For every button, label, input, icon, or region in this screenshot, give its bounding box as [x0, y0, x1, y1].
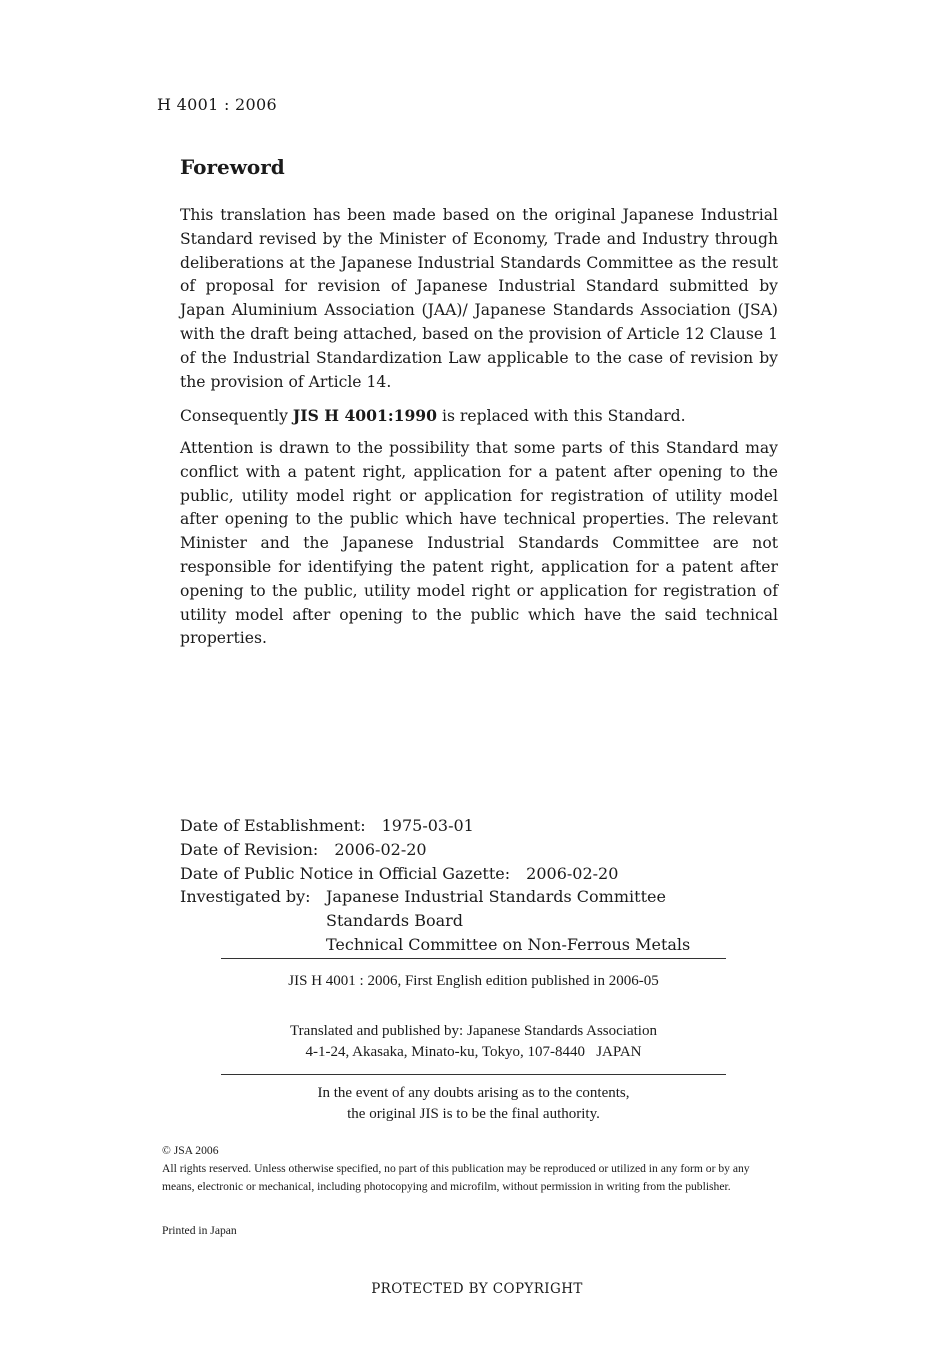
foreword-paragraph-1: This translation has been made based on the original Japanese Industrial Standard revised by the Minister of Economy, Trade and Industry through deliberations at the Japanese Industrial Standards Committee as the result of proposal for revision of Japanese Industrial Standard submitted by Japan Aluminium Association (JAA)/ Japanese Standards Association (JSA) with the draft being attached, based on the provision of Article 12 Clause 1 of the Industrial Standardization Law applicable to the case of revision by the provision of Article 14. [180, 206, 778, 391]
revision-value: 2006-02-20 [334, 839, 427, 859]
edition-line: JIS H 4001 : 2006, First English edition published in 2006-05 [288, 973, 659, 989]
investigated-body: Standards Board [326, 911, 464, 931]
replaced-standard-reference: JIS H 4001:1990 [292, 406, 438, 425]
authority-notice [221, 1083, 726, 1125]
establishment-value: 1975-03-01 [381, 816, 474, 835]
investigated-body: Technical Committee on Non-Ferrous Metals [326, 934, 691, 954]
investigated-row [180, 885, 690, 956]
publisher-block [221, 1021, 726, 1063]
establishment-row [180, 814, 690, 838]
revision-label: Date of Revision: [180, 839, 319, 859]
protected-footer: PROTECTED BY COPYRIGHT [371, 1281, 583, 1297]
standard-number-header: H 4001 : 2006 [157, 95, 277, 114]
gazette-value: 2006-02-20 [526, 863, 619, 883]
establishment-label: Date of Establishment: [180, 816, 366, 835]
authority-notice-line-2: the original JIS is to be the final authority. [347, 1106, 600, 1122]
investigated-label: Investigated by: [180, 887, 311, 907]
authority-notice-line-1: In the event of any doubts arising as to the contents, [317, 1085, 630, 1101]
dates-block [180, 814, 690, 957]
gazette-row [180, 862, 690, 886]
divider [221, 1074, 726, 1075]
divider [221, 958, 726, 959]
gazette-label: Date of Public Notice in Official Gazette: [180, 863, 511, 883]
paragraph-2-prefix: Consequently [180, 407, 293, 425]
investigated-bodies [326, 885, 690, 956]
translated-by-line: Translated and published by: Japanese Standards Association [290, 1023, 657, 1039]
foreword-paragraph-3: Attention is drawn to the possibility that some parts of this Standard may conflict with a patent right, application for a patent after opening to the public, utility model right or application for registration of utility model after opening to the public which have technical properties. The relevant Minister and the Japanese Industrial Standards Committee are not responsible for identifying the patent right, application for a patent after opening to the public, utility model right or application for registration of utility model after opening to the public which have the said technical properties. [180, 439, 778, 648]
investigated-body: Japanese Industrial Standards Committee [326, 887, 666, 907]
foreword-title: Foreword [180, 155, 285, 179]
revision-row [180, 838, 690, 862]
publisher-address: 4-1-24, Akasaka, Minato-ku, Tokyo, 107-8440 JAPAN [305, 1044, 642, 1060]
foreword-paragraph-2 [180, 404, 778, 429]
copyright-notice: © JSA 2006 [162, 1144, 219, 1157]
printed-in-note: Printed in Japan [162, 1224, 237, 1237]
paragraph-2-suffix: is replaced with this Standard. [437, 407, 686, 425]
rights-statement: All rights reserved. Unless otherwise specified, no part of this publication may be reproduced or utilized in any form or by any means, electronic or mechanical, including photocopying and microfilm, without permission in writing from the publisher. [162, 1162, 750, 1193]
